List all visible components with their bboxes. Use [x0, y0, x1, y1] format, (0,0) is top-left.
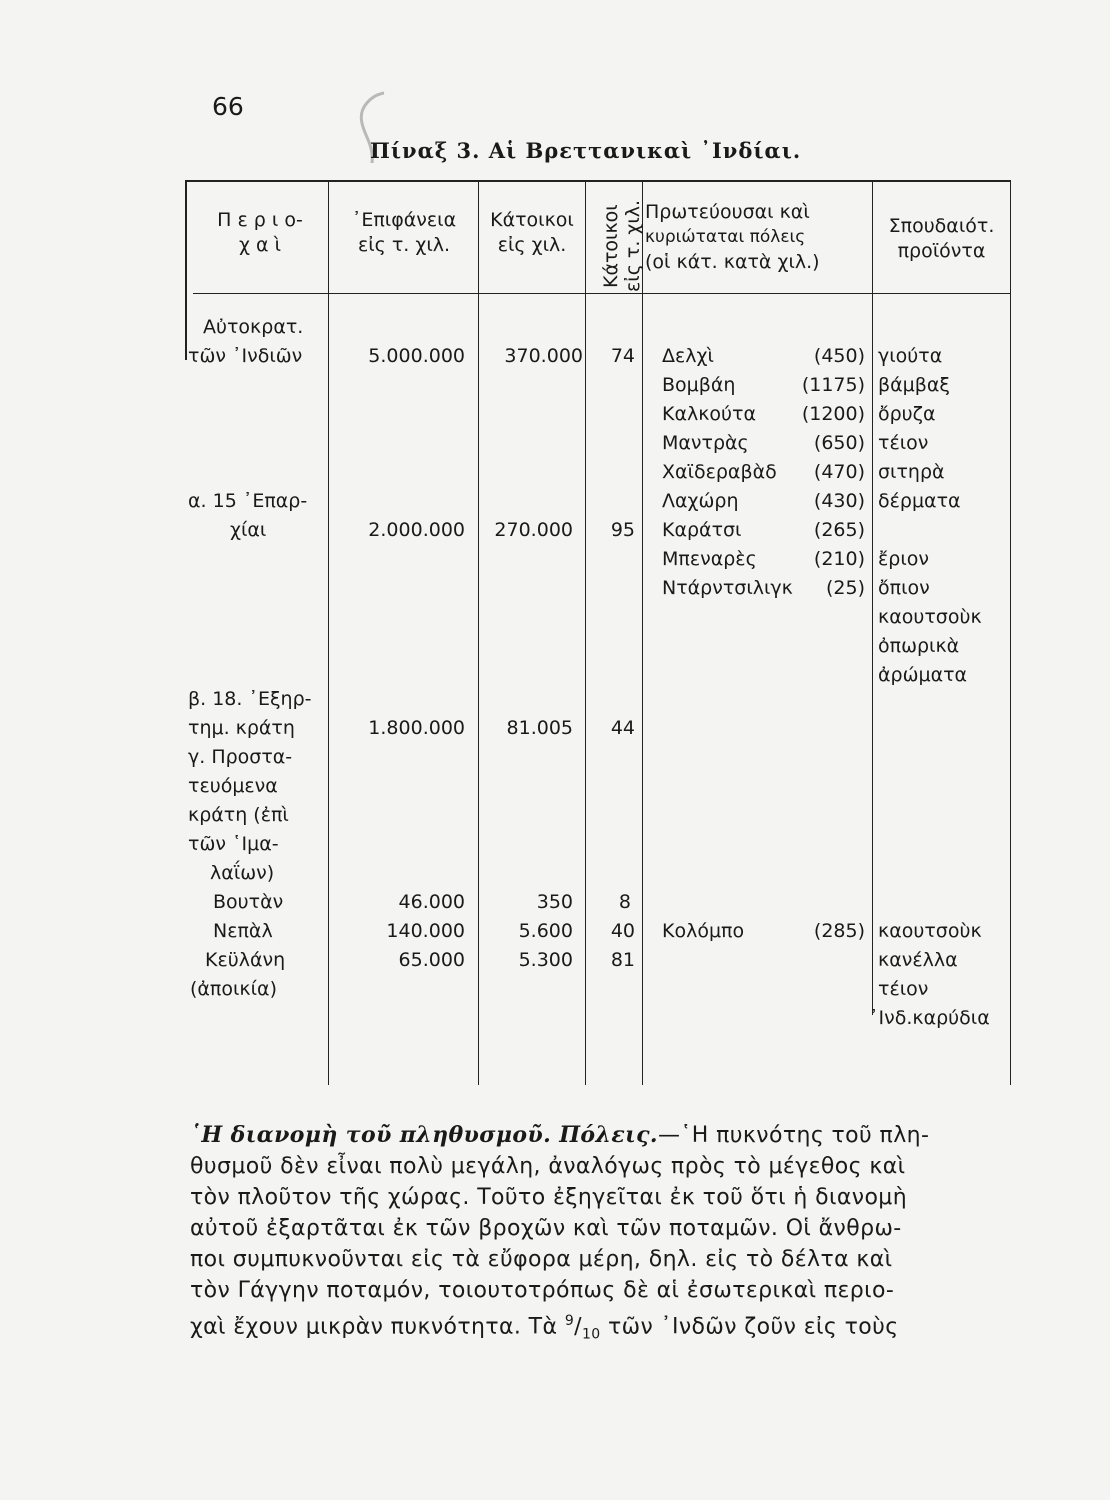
city-name: Δελχὶ [662, 345, 714, 367]
region-row: τευόμενα [188, 775, 278, 797]
region-row: (ἀποικία) [190, 978, 277, 1000]
city-name: Μαντρὰς [662, 432, 749, 454]
region-row: κράτη (ἐπὶ [188, 804, 289, 826]
city-population: (25) [825, 577, 865, 599]
page-number: 66 [212, 92, 244, 121]
region-row: α. 15 ᾿Επαρ- [188, 490, 308, 512]
area-cell: 2.000.000 [368, 519, 465, 541]
product-item: τέιον [878, 432, 929, 454]
header-bottom-rule [193, 293, 1010, 294]
product-item: ἔριον [878, 548, 929, 570]
header-density-line1: Κάτοικοι [600, 204, 622, 288]
city-population: (1175) [801, 374, 865, 396]
city-population: (650) [813, 432, 865, 454]
table-right-border [1010, 180, 1011, 1085]
region-row: Βουτὰν [213, 891, 284, 913]
inhabitants-cell: 350 [536, 891, 573, 913]
header-area-line1: ᾿Επιφάνεια [351, 209, 457, 231]
city-name: Μπεναρὲς [662, 548, 757, 570]
prose-line-3: τὸν πλοῦτον τῆς χώρας. Τοῦτο ἐξηγεῖται ἐκ τοῦ ὅτι ἡ διανομὴ [190, 1185, 908, 1210]
area-cell: 1.800.000 [368, 717, 465, 739]
section-heading: ῾Η διανομὴ τοῦ πληθυσμοῦ. Πόλεις. [190, 1122, 658, 1148]
city-population: (210) [813, 548, 865, 570]
city-population: (470) [813, 461, 865, 483]
product-item: κανέλλα [878, 949, 958, 971]
city-population: (285) [813, 920, 865, 942]
city-population: (265) [813, 519, 865, 541]
header-inhabitants [479, 208, 585, 258]
product-item: ὄπιον [878, 577, 930, 599]
prose-line-1-text: —῾Η πυκνότης τοῦ πλη- [658, 1123, 930, 1148]
prose-line-2: θυσμοῦ δὲν εἶναι πολὺ μεγάλη, ἀναλόγως πρὸς τὸ μέγεθος καὶ [190, 1154, 906, 1179]
inhabitants-cell: 81.005 [506, 717, 573, 739]
area-cell: 5.000.000 [368, 345, 465, 367]
density-cell: 40 [610, 920, 635, 942]
density-cell: 44 [610, 717, 635, 739]
col-divider-4 [642, 180, 643, 1085]
density-cell: 95 [610, 519, 635, 541]
product-item: ἀρώματα [878, 664, 968, 686]
body-text [190, 1120, 1020, 1351]
header-cities [645, 200, 873, 275]
prose-line-6: τὸν Γάγγην ποταμόν, τοιουτοτρόπως δὲ αἱ ἐσωτερικαὶ περιο- [190, 1278, 895, 1303]
prose-line-7: χαὶ ἔχουν μικρὰν πυκνότητα. Τὰ $^9/_{10}$ τῶν ᾿Ινδῶν ζοῦν εἰς τοὺς [190, 1313, 899, 1343]
region-row: τῶν ᾿Ινδιῶν [188, 345, 303, 367]
header-density-line2: εἰς τ. χιλ. [622, 199, 644, 292]
region-row: λαΐων) [210, 862, 275, 884]
product-item: βάμβαξ [878, 374, 950, 396]
region-row: Νεπὰλ [213, 920, 273, 942]
product-item: καουτσοὺκ [878, 606, 982, 628]
inhabitants-cell: 5.300 [518, 949, 573, 971]
city-name: Βομβάη [662, 374, 736, 396]
region-row: γ. Προστα- [188, 746, 293, 768]
header-area-line2: εἰς τ. χιλ. [357, 234, 451, 256]
city-population: (430) [813, 490, 865, 512]
product-item: ᾿Ινδ.καρύδια [869, 1007, 990, 1029]
table-title: Πίναξ 3. Αἱ Βρεττανικαὶ ᾿Ινδίαι. [370, 138, 802, 163]
city-name: Καλκούτα [662, 403, 757, 425]
city-name: Λαχώρη [662, 490, 739, 512]
city-name: Κολόμπο [662, 920, 745, 942]
fraction-numerator: 9 [564, 1313, 575, 1329]
header-regions [195, 208, 325, 258]
area-cell: 140.000 [386, 920, 465, 942]
region-row: τῶν ῾Ιμα- [188, 833, 279, 855]
city-name: Καράτσι [662, 519, 742, 541]
inhabitants-cell: 5.600 [518, 920, 573, 942]
region-row: χίαι [230, 519, 267, 541]
prose-line-7-start: χαὶ ἔχουν μικρὰν πυκνότητα. Τὰ [190, 1314, 558, 1340]
city-name: Χαϊδεραβὰδ [662, 461, 777, 483]
prose-line-5: ποι συμπυκνοῦνται εἰς τὰ εὔφορα μέρη, δηλ. εἰς τὸ δέλτα καὶ [190, 1247, 893, 1272]
product-item: γιούτα [878, 345, 943, 367]
density-cell: 74 [610, 345, 635, 367]
product-item: καουτσοὺκ [878, 920, 982, 942]
density-cell: 81 [610, 949, 635, 971]
header-area [330, 208, 478, 258]
product-item: ὀπωρικὰ [878, 635, 960, 657]
prose-line-4: αὐτοῦ ἐξαρτᾶται ἐκ τῶν βροχῶν καὶ τῶν ποταμῶν. Οἱ ἄνθρω- [190, 1216, 902, 1241]
col-divider-1 [328, 180, 329, 1085]
inhabitants-cell: 370.000 [504, 345, 583, 367]
region-row: Αὐτοκρατ. [203, 316, 304, 338]
product-item: σιτηρὰ [878, 461, 945, 483]
header-cities-line3: (οἱ κάτ. κατὰ χιλ.) [645, 251, 820, 273]
city-name: Ντάρντσιλιγκ [662, 577, 793, 599]
fraction-denominator: 10 [581, 1326, 601, 1343]
header-cities-line1: Πρωτεύουσαι καὶ [645, 201, 810, 223]
density-cell: 8 [618, 891, 631, 913]
region-row: Κεϋλάνη [205, 949, 286, 971]
city-population: (450) [813, 345, 865, 367]
product-item: τέιον [878, 978, 929, 1000]
prose-line-7-end: τῶν ᾿Ινδῶν ζοῦν εἰς τοὺς [608, 1314, 899, 1340]
col-divider-2 [478, 180, 479, 1085]
col-divider-3 [585, 180, 586, 1085]
product-item: δέρματα [878, 490, 961, 512]
header-inhabitants-line2: εἰς χιλ. [497, 234, 567, 256]
city-population: (1200) [801, 403, 865, 425]
header-regions-line1: Π ε ρ ι ο- [217, 209, 303, 231]
data-table [185, 180, 1020, 1085]
area-cell: 46.000 [398, 891, 465, 913]
region-row: β. 18. ᾿Εξηρ- [188, 688, 312, 710]
inhabitants-cell: 270.000 [494, 519, 573, 541]
header-inhabitants-line1: Κάτοικοι [490, 209, 574, 231]
header-cities-line2: κυριώταται πόλεις [645, 227, 806, 247]
header-products-line2: προϊόντα [897, 240, 986, 262]
header-products-line1: Σπουδαιότ. [888, 215, 995, 237]
table-left-border [185, 180, 187, 360]
header-density [596, 180, 644, 292]
header-products [873, 214, 1010, 264]
prose-line-1 [190, 1120, 1020, 1151]
region-row: τημ. κράτη [188, 717, 295, 739]
area-cell: 65.000 [398, 949, 465, 971]
product-item: ὄρυζα [878, 403, 936, 425]
col-divider-5 [872, 180, 873, 1015]
header-regions-line2: χ α ὶ [238, 234, 281, 256]
